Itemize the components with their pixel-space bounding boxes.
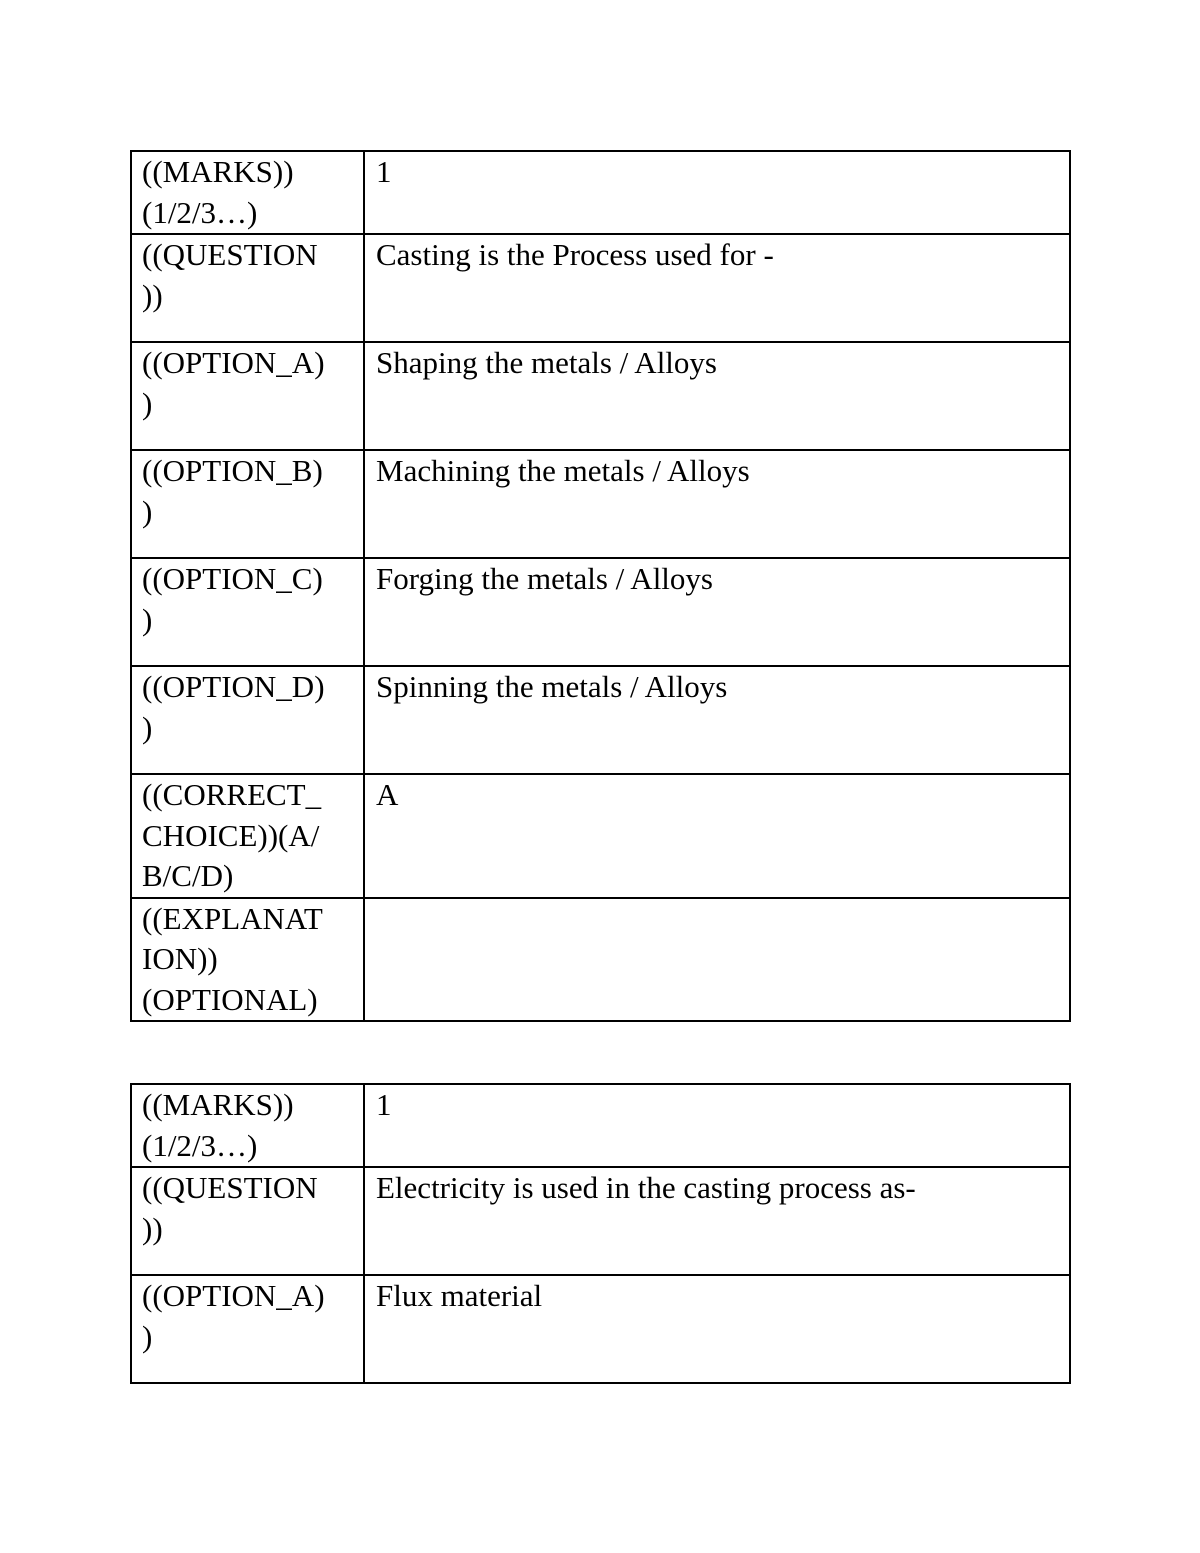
marks-value xyxy=(364,1084,1070,1167)
explanation-row xyxy=(131,898,1070,1022)
correct-choice-label xyxy=(131,774,364,898)
option-d-value xyxy=(364,666,1070,774)
option-c-value-text: Forging the metals / Alloys xyxy=(376,561,713,596)
option-a-row xyxy=(131,1275,1070,1383)
option-b-label xyxy=(131,450,364,558)
option-a-row xyxy=(131,342,1070,450)
marks-label xyxy=(131,1084,364,1167)
option-a-value-text: Flux material xyxy=(376,1278,543,1313)
option-b-label-text: ((OPTION_B) ) xyxy=(142,453,323,529)
explanation-label-text: ((EXPLANAT ION)) (OPTIONAL) xyxy=(142,900,323,1017)
correct-choice-label-text: ((CORRECT_ CHOICE))(A/ B/C/D) xyxy=(142,777,322,893)
option-a-label-text: ((OPTION_A) ) xyxy=(142,1278,325,1354)
correct-choice-value-text: A xyxy=(376,777,399,812)
option-a-value xyxy=(364,342,1070,450)
question-table-1 xyxy=(130,150,1071,1022)
question-value-text: Casting is the Process used for - xyxy=(376,237,774,272)
question-label xyxy=(131,234,364,342)
marks-value-text: 1 xyxy=(376,1087,392,1122)
question-label xyxy=(131,1167,364,1275)
explanation-label xyxy=(131,898,364,1022)
question-row xyxy=(131,1167,1070,1275)
option-b-value-text: Machining the metals / Alloys xyxy=(376,453,750,488)
marks-label-text: ((MARKS)) (1/2/3…) xyxy=(142,154,294,230)
option-d-label-text: ((OPTION_D) ) xyxy=(142,669,325,745)
option-b-value xyxy=(364,450,1070,558)
option-c-value xyxy=(364,558,1070,666)
question-row xyxy=(131,234,1070,342)
marks-value-text: 1 xyxy=(376,154,392,189)
marks-label xyxy=(131,151,364,234)
option-a-value-text: Shaping the metals / Alloys xyxy=(376,345,717,380)
question-label-text: ((QUESTION )) xyxy=(142,1170,318,1246)
option-a-label xyxy=(131,342,364,450)
option-a-value xyxy=(364,1275,1070,1383)
question-value-text: Electricity is used in the casting process as- xyxy=(376,1170,916,1205)
question-label-text: ((QUESTION )) xyxy=(142,237,318,313)
option-d-value-text: Spinning the metals / Alloys xyxy=(376,669,728,704)
marks-label-text: ((MARKS)) (1/2/3…) xyxy=(142,1087,294,1163)
marks-row xyxy=(131,151,1070,234)
option-b-row xyxy=(131,450,1070,558)
question-value xyxy=(364,234,1070,342)
marks-value xyxy=(364,151,1070,234)
option-c-label-text: ((OPTION_C) ) xyxy=(142,561,323,637)
option-d-label xyxy=(131,666,364,774)
explanation-value xyxy=(364,898,1070,1022)
correct-choice-value xyxy=(364,774,1070,898)
option-d-row xyxy=(131,666,1070,774)
option-a-label xyxy=(131,1275,364,1383)
question-table-2 xyxy=(130,1083,1071,1384)
option-c-row xyxy=(131,558,1070,666)
option-c-label xyxy=(131,558,364,666)
marks-row xyxy=(131,1084,1070,1167)
question-value xyxy=(364,1167,1070,1275)
correct-choice-row xyxy=(131,774,1070,898)
option-a-label-text: ((OPTION_A) ) xyxy=(142,345,325,421)
